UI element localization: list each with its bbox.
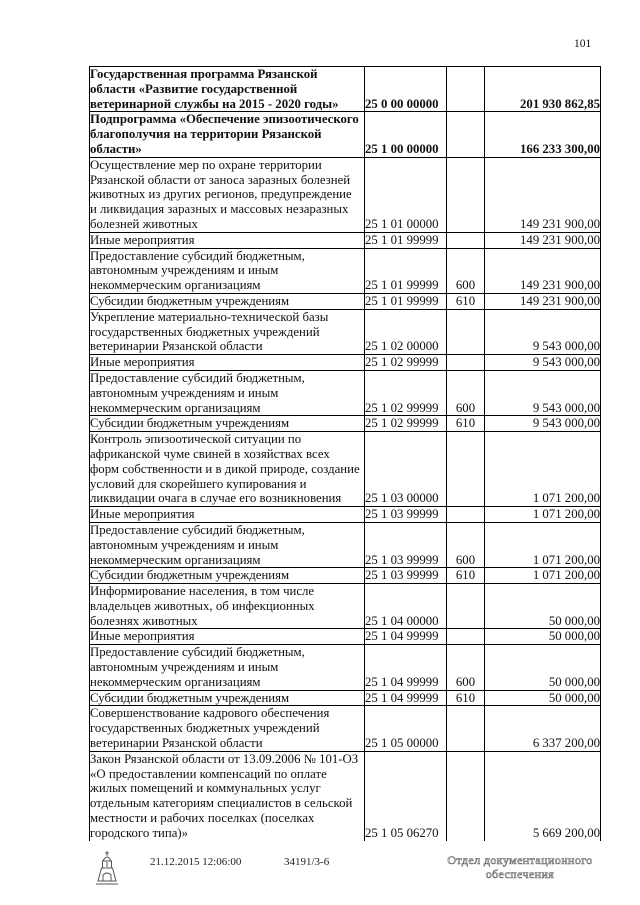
row-name-cell	[90, 584, 365, 629]
row-name-cell	[90, 568, 365, 584]
table-row	[90, 248, 601, 293]
table-row	[90, 232, 601, 248]
row-amount-cell: 9 543 000,00	[485, 309, 601, 354]
row-name-cell	[90, 355, 365, 371]
row-name-line: некоммерческим организациям	[90, 400, 261, 415]
page-number: 101	[574, 38, 592, 50]
table-row	[90, 67, 601, 112]
row-name-line: Государственная программа Рязанской	[90, 67, 318, 81]
row-amount-cell: 1 071 200,00	[485, 432, 601, 507]
row-name-line: Иные мероприятия	[90, 629, 195, 644]
row-name-line: автономным учреждениям и иным	[90, 660, 279, 675]
row-expense-type-cell: 600	[447, 370, 485, 415]
row-name-line: Субсидии бюджетным учреждениям	[90, 416, 290, 431]
row-code-cell: 25 1 02 99999	[365, 355, 447, 371]
table-row	[90, 584, 601, 629]
row-name-line: ветеринарной службы на 2015 - 2020 годы»	[90, 96, 339, 111]
row-amount-cell: 5 669 200,00	[485, 751, 601, 840]
row-name-line: государственных бюджетных учреждений	[90, 324, 320, 339]
stamp-line: обеспечения	[485, 867, 555, 881]
row-amount-cell: 9 543 000,00	[485, 416, 601, 432]
row-amount-cell: 149 231 900,00	[485, 248, 601, 293]
row-name-cell	[90, 751, 365, 840]
row-code-cell: 25 1 02 99999	[365, 416, 447, 432]
row-amount-cell: 1 071 200,00	[485, 522, 601, 567]
row-amount-cell: 50 000,00	[485, 584, 601, 629]
footer-document-id: 34191/3-6	[284, 856, 330, 868]
row-amount-cell: 50 000,00	[485, 629, 601, 645]
row-name-line: некоммерческим организациям	[90, 552, 261, 567]
row-expense-type-cell: 600	[447, 522, 485, 567]
row-amount-cell: 1 071 200,00	[485, 568, 601, 584]
table-row	[90, 629, 601, 645]
row-name-line: животных из других регионов, предупреждение	[90, 187, 352, 202]
table-row	[90, 370, 601, 415]
row-name-line: и ликвидация заразных и массовых незаразных	[90, 202, 349, 217]
row-expense-type-cell	[447, 507, 485, 523]
row-name-line: болезнях животных	[90, 613, 198, 628]
row-name-line: благополучия на территории Рязанской	[90, 127, 322, 142]
row-name-line: ликвидации очага в случае его возникновения	[90, 491, 342, 506]
table-row	[90, 690, 601, 706]
row-name-line: Рязанской области от заноса заразных болезней	[90, 172, 351, 187]
row-expense-type-cell: 610	[447, 293, 485, 309]
row-code-cell: 25 1 04 99999	[365, 629, 447, 645]
row-name-line: Предоставление субсидий бюджетным,	[90, 248, 305, 263]
row-name-line: области «Развитие государственной	[90, 81, 298, 96]
row-amount-cell: 201 930 862,85	[485, 67, 601, 112]
row-name-line: Подпрограмма «Обеспечение эпизоотического	[90, 112, 359, 127]
row-name-cell	[90, 248, 365, 293]
row-code-cell: 25 1 03 00000	[365, 432, 447, 507]
table-row	[90, 522, 601, 567]
row-code-cell: 25 1 02 00000	[365, 309, 447, 354]
row-code-cell: 25 1 04 00000	[365, 584, 447, 629]
table-row	[90, 645, 601, 690]
row-name-cell	[90, 67, 365, 112]
table-row	[90, 355, 601, 371]
row-code-cell: 25 1 01 99999	[365, 293, 447, 309]
row-expense-type-cell: 610	[447, 690, 485, 706]
row-expense-type-cell: 610	[447, 416, 485, 432]
table-row	[90, 706, 601, 751]
table-row	[90, 432, 601, 507]
row-name-line: области»	[90, 141, 142, 156]
row-expense-type-cell	[447, 432, 485, 507]
seal-icon	[95, 850, 119, 886]
table-row	[90, 568, 601, 584]
row-expense-type-cell: 600	[447, 248, 485, 293]
row-name-line: условий для скорейшего купирования и	[90, 476, 307, 491]
row-name-cell	[90, 293, 365, 309]
row-name-line: Совершенствование кадрового обеспечения	[90, 706, 330, 721]
row-name-cell	[90, 706, 365, 751]
row-name-cell	[90, 112, 365, 157]
row-name-cell	[90, 645, 365, 690]
row-name-line: отдельным категориям специалистов в сельской	[90, 796, 353, 811]
row-expense-type-cell	[447, 706, 485, 751]
row-amount-cell: 149 231 900,00	[485, 157, 601, 232]
row-name-line: Предоставление субсидий бюджетным,	[90, 645, 305, 660]
row-name-cell	[90, 522, 365, 567]
row-code-cell: 25 1 05 06270	[365, 751, 447, 840]
row-name-cell	[90, 232, 365, 248]
budget-table	[89, 66, 601, 841]
row-code-cell: 25 1 04 99999	[365, 645, 447, 690]
stamp-line: Отдел документационного	[447, 853, 593, 867]
row-code-cell: 25 1 04 99999	[365, 690, 447, 706]
row-amount-cell: 50 000,00	[485, 690, 601, 706]
footer-timestamp: 21.12.2015 12:06:00	[150, 856, 242, 868]
row-expense-type-cell: 600	[447, 645, 485, 690]
row-amount-cell: 9 543 000,00	[485, 370, 601, 415]
row-name-cell	[90, 416, 365, 432]
row-code-cell: 25 1 05 00000	[365, 706, 447, 751]
department-stamp	[446, 853, 594, 881]
row-amount-cell: 149 231 900,00	[485, 293, 601, 309]
row-name-line: Иные мероприятия	[90, 507, 195, 522]
row-name-line: болезней животных	[90, 216, 198, 231]
row-name-line: Предоставление субсидий бюджетным,	[90, 522, 305, 537]
row-name-line: Иные мероприятия	[90, 232, 195, 247]
row-name-line: государственных бюджетных учреждений	[90, 721, 320, 736]
table-row	[90, 507, 601, 523]
row-name-line: городского типа)»	[90, 825, 189, 840]
row-name-line: некоммерческим организациям	[90, 278, 261, 293]
row-code-cell: 25 0 00 00000	[365, 67, 447, 112]
row-code-cell: 25 1 01 99999	[365, 232, 447, 248]
row-code-cell: 25 1 00 00000	[365, 112, 447, 157]
row-name-line: автономным учреждениям и иным	[90, 537, 279, 552]
row-expense-type-cell	[447, 309, 485, 354]
row-expense-type-cell	[447, 112, 485, 157]
row-name-line: ветеринарии Рязанской области	[90, 736, 263, 751]
row-code-cell: 25 1 02 99999	[365, 370, 447, 415]
table-row	[90, 157, 601, 232]
row-name-line: Субсидии бюджетным учреждениям	[90, 690, 290, 705]
row-expense-type-cell	[447, 67, 485, 112]
table-row	[90, 309, 601, 354]
row-name-cell	[90, 370, 365, 415]
row-name-line: владельцев животных, об инфекционных	[90, 598, 315, 613]
row-code-cell: 25 1 03 99999	[365, 568, 447, 584]
row-expense-type-cell	[447, 157, 485, 232]
row-amount-cell: 50 000,00	[485, 645, 601, 690]
row-name-line: Предоставление субсидий бюджетным,	[90, 370, 305, 385]
table-row	[90, 416, 601, 432]
row-expense-type-cell	[447, 355, 485, 371]
row-name-line: Закон Рязанской области от 13.09.2006 № 101-ОЗ	[90, 751, 359, 766]
row-expense-type-cell	[447, 232, 485, 248]
row-expense-type-cell	[447, 629, 485, 645]
table-row	[90, 751, 601, 840]
row-amount-cell: 6 337 200,00	[485, 706, 601, 751]
row-name-cell	[90, 157, 365, 232]
row-name-line: Контроль эпизоотической ситуации по	[90, 432, 302, 447]
row-code-cell: 25 1 01 00000	[365, 157, 447, 232]
row-code-cell: 25 1 01 99999	[365, 248, 447, 293]
row-name-line: Информирование населения, в том числе	[90, 584, 315, 599]
row-expense-type-cell: 610	[447, 568, 485, 584]
row-name-line: некоммерческим организациям	[90, 674, 261, 689]
row-name-line: Иные мероприятия	[90, 355, 195, 370]
row-amount-cell: 9 543 000,00	[485, 355, 601, 371]
row-name-line: африканской чуме свиней в хозяйствах всех	[90, 446, 330, 461]
row-name-cell	[90, 432, 365, 507]
row-name-cell	[90, 629, 365, 645]
row-name-line: жилых помещений и коммунальных услуг	[90, 781, 321, 796]
budget-table-body	[90, 67, 601, 841]
row-name-line: местности и рабочих поселках (поселках	[90, 811, 315, 826]
row-amount-cell: 1 071 200,00	[485, 507, 601, 523]
table-row	[90, 293, 601, 309]
row-name-line: автономным учреждениям и иным	[90, 385, 279, 400]
row-amount-cell: 149 231 900,00	[485, 232, 601, 248]
row-name-line: Укрепление материально-технической базы	[90, 309, 329, 324]
row-code-cell: 25 1 03 99999	[365, 507, 447, 523]
table-row	[90, 112, 601, 157]
row-name-cell	[90, 309, 365, 354]
row-expense-type-cell	[447, 584, 485, 629]
row-name-line: Субсидии бюджетным учреждениям	[90, 568, 290, 583]
row-name-line: Субсидии бюджетным учреждениям	[90, 293, 290, 308]
row-code-cell: 25 1 03 99999	[365, 522, 447, 567]
row-name-line: автономным учреждениям и иным	[90, 263, 279, 278]
row-name-cell	[90, 507, 365, 523]
row-name-line: «О предоставлении компенсаций по оплате	[90, 766, 327, 781]
row-name-line: форм собственности и в дикой природе, создание	[90, 461, 360, 476]
row-amount-cell: 166 233 300,00	[485, 112, 601, 157]
row-expense-type-cell	[447, 751, 485, 840]
row-name-line: Осуществление мер по охране территории	[90, 157, 322, 172]
row-name-cell	[90, 690, 365, 706]
row-name-line: ветеринарии Рязанской области	[90, 339, 263, 354]
